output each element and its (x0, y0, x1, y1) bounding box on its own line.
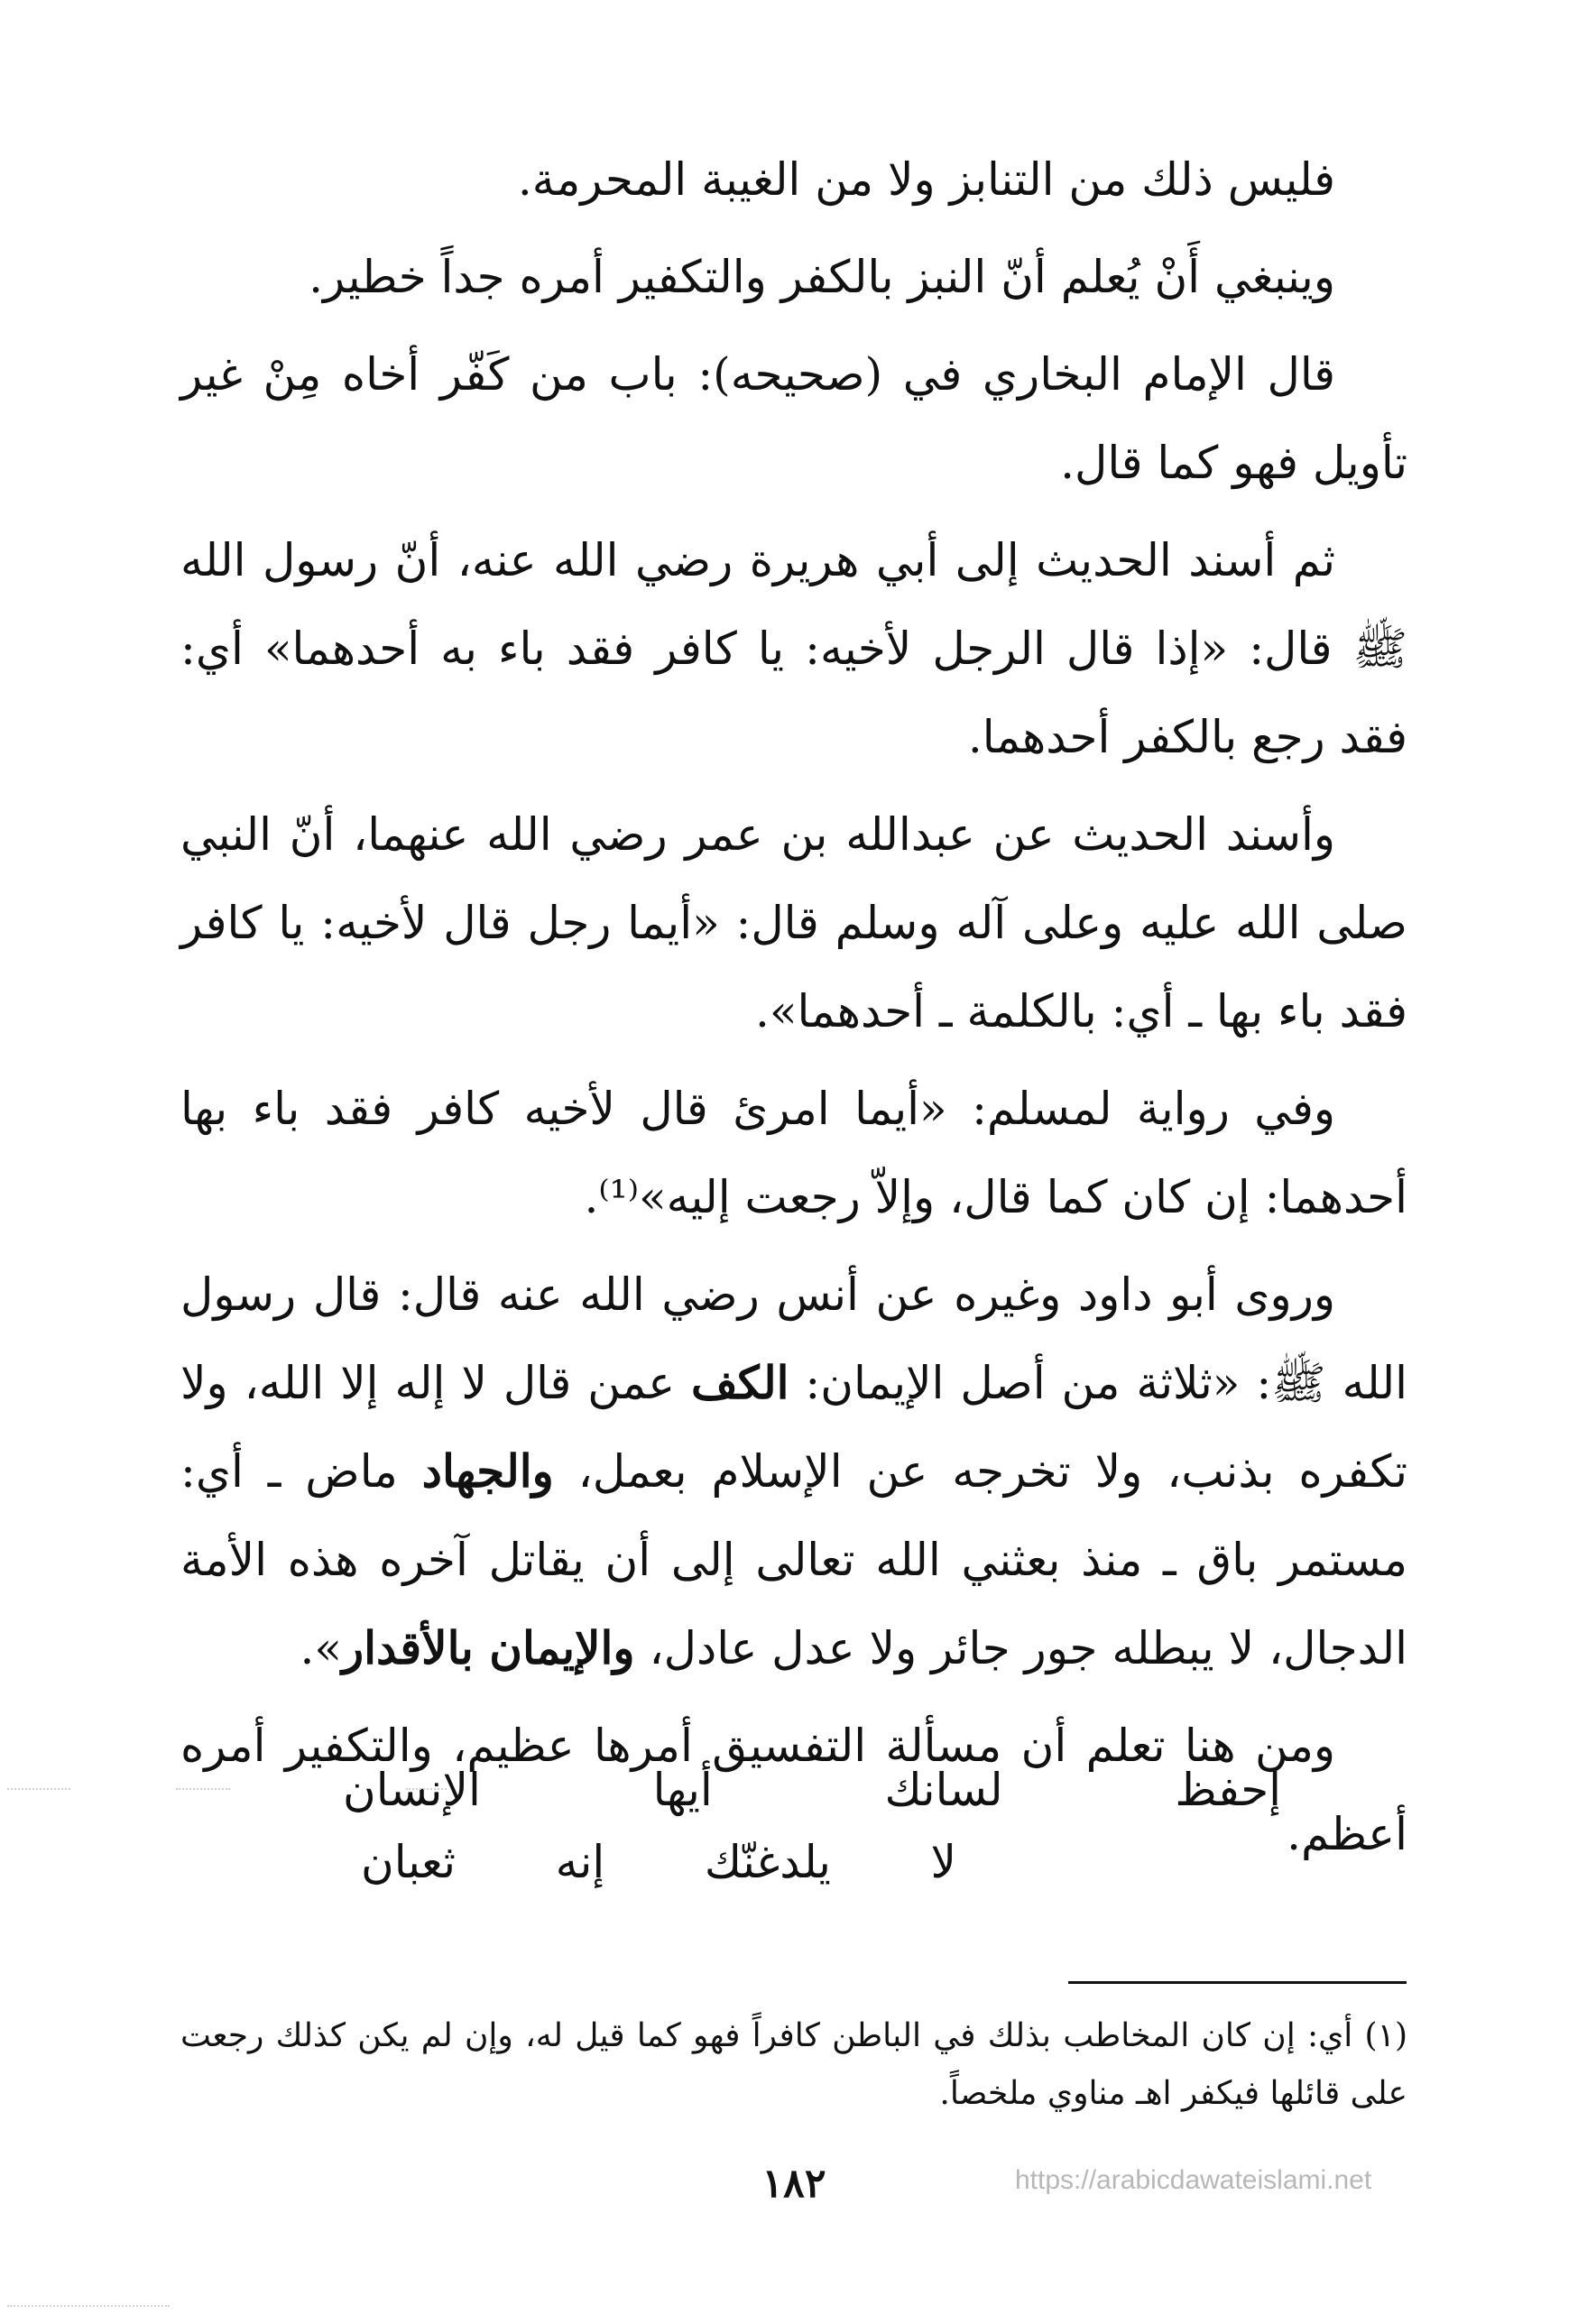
paragraph-7 (180, 1250, 1407, 1692)
watermark-url: https://arabicdawateislami.net (1015, 2165, 1372, 2195)
paragraph-2: وينبغي أَنْ يُعلم أنّ النبز بالكفر والتكفير أمره جداً خطير. (309, 251, 1335, 303)
paragraph-6: وفي رواية لمسلم: «أيما امرئ قال لأخيه كافر فقد باء بها أحدهما: إن كان كما قال، وإلاّ رجعت إليه»⁽¹⁾. (180, 1083, 1407, 1223)
paragraph-7-text-d: ». (300, 1622, 342, 1674)
main-text (180, 135, 1407, 1887)
paragraph-7-text-a: وروى أبو داود وغيره عن أنس رضي الله عنه قال: قال رسول الله ﷺ: «ثلاثة من أصل الإيمان: (180, 1268, 1407, 1409)
footnote-text: (١) أي: إن كان المخاطب بذلك في الباطن كافراً فهو كما قيل له، وإن لم يكن كذلك رجعت على قائلها فيكفر اهـ مناوي ملخصاً. (180, 2017, 1407, 2112)
paragraph-7-bold-a: الكف (690, 1356, 789, 1409)
scan-dot-mark-bottom (7, 2305, 170, 2307)
footnote-divider (1068, 1981, 1407, 1984)
paragraph-7-bold-c: والإيمان بالأقدار (341, 1621, 635, 1674)
paragraph-4: ثم أسند الحديث إلى أبي هريرة رضي الله عنه، أنّ رسول الله ﷺ قال: «إذا قال الرجل لأخيه: يا كافر فقد باء به أحدهما» أي: فقد رجع بالكفر أحدهما. (180, 534, 1407, 763)
paragraph-8: ومن هنا تعلم أن مسألة التفسيق أمرها عظيم، والتكفير أمره أعظم. (180, 1720, 1407, 1860)
scan-dot-mark-center (406, 1788, 447, 1790)
verse-line-1: إحفظ لسانك أيها الإنسان (343, 1764, 1281, 1816)
scan-dot-mark-left (7, 1788, 70, 1790)
scan-dot-mark-left-2 (176, 1788, 230, 1790)
paragraph-7-text-c: ماض ـ أي: مستمر باق ـ منذ بعثني الله تعالى إلى أن يقاتل آخره هذه الأمة الدجال، لا يبطله جور جائر ولا عدل عادل، (180, 1445, 1407, 1674)
paragraph-3: قال الإمام البخاري في (صحيحه): باب من كَفّر أخاه مِنْ غير تأويل فهو كما قال. (180, 348, 1407, 489)
paragraph-7-text-b: عمن قال لا إله إلا الله، ولا تكفره بذنب، ولا تخرجه عن الإسلام بعمل، (180, 1357, 1408, 1498)
verse-line-2: لا يلدغنّك إنه ثعبان (361, 1836, 956, 1888)
paragraph-1: فليس ذلك من التنابز ولا من الغيبة المحرمة. (517, 153, 1335, 206)
paragraph-5: وأسند الحديث عن عبدالله بن عمر رضي الله عنهما، أنّ النبي صلى الله عليه وعلى آله وسلم قال: «أيما رجل قال لأخيه: يا كافر فقد باء بها ـ أي: بالكلمة ـ أحدهما». (180, 808, 1407, 1038)
footnote (180, 2007, 1407, 2123)
paragraph-7-bold-b: والجهاد (421, 1444, 554, 1498)
page-number: ١٨٢ (761, 2161, 826, 2207)
